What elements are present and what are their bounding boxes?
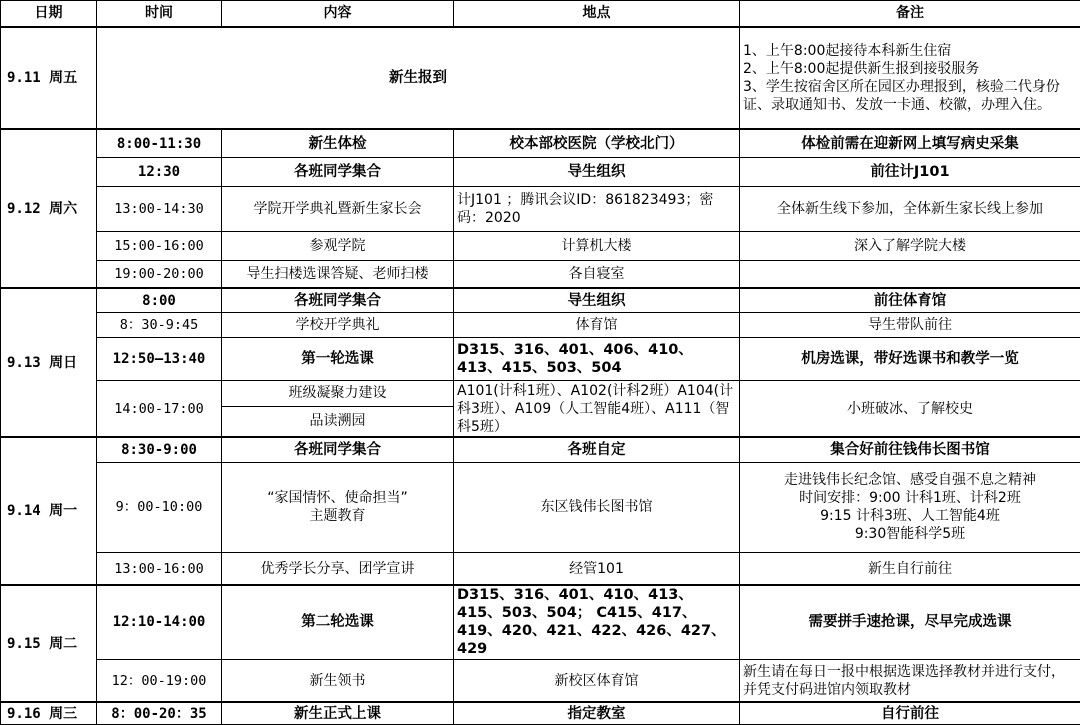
table-row <box>1 288 1080 312</box>
time-cell: 8:00-11:30 <box>97 129 222 157</box>
content-cell: 学院开学典礼暨新生家长会 <box>222 186 454 232</box>
table-row <box>1 437 1080 462</box>
note-cell: 新生自行前往 <box>740 553 1080 585</box>
date-cell: 9.16 周三 <box>1 702 97 724</box>
place-cell: 计算机大楼 <box>454 232 740 260</box>
note-cell: 深入了解学院大楼 <box>740 232 1080 260</box>
content-cell: 学校开学典礼 <box>222 313 454 337</box>
header-time: 时间 <box>97 1 222 27</box>
time-cell: 9：00-10:00 <box>97 462 222 552</box>
table-row <box>1 381 1080 406</box>
time-cell: 8：00-20：35 <box>97 702 222 724</box>
place-cell: 各班自定 <box>454 437 740 462</box>
header-date: 日期 <box>1 1 97 27</box>
table-row <box>1 462 1080 552</box>
date-cell: 9.11 周五 <box>1 27 97 129</box>
header-content: 内容 <box>222 1 454 27</box>
content-cell: “家国情怀、使命担当” 主题教育 <box>222 462 454 552</box>
note-cell: 集合好前往钱伟长图书馆 <box>740 437 1080 462</box>
header-place: 地点 <box>454 1 740 27</box>
note-cell: 导生带队前往 <box>740 313 1080 337</box>
note-cell: 走进钱伟长纪念馆、感受自强不息之精神 时间安排：9:00 计科1班、计科2班 9:15 计科3班、人工智能4班 9:30智能科学5班 <box>740 462 1080 552</box>
content-cell: 班级凝聚力建设 <box>222 381 454 406</box>
content-cell: 新生体检 <box>222 129 454 157</box>
place-cell: D315、316、401、406、410、413、415、503、504 <box>454 337 740 381</box>
time-cell: 13:00-14:30 <box>97 186 222 232</box>
date-cell: 9.13 周日 <box>1 288 97 437</box>
content-cell: 导生扫楼选课答疑、老师扫楼 <box>222 260 454 288</box>
place-cell: 导生组织 <box>454 288 740 312</box>
place-cell: 指定教室 <box>454 702 740 724</box>
time-cell: 8：30-9:45 <box>97 313 222 337</box>
time-cell: 13:00-16:00 <box>97 553 222 585</box>
time-cell: 8:00 <box>97 288 222 312</box>
date-cell: 9.12 周六 <box>1 129 97 288</box>
table-row <box>1 129 1080 157</box>
content-cell: 第二轮选课 <box>222 585 454 660</box>
note-cell: 全体新生线下参加，全体新生家长线上参加 <box>740 186 1080 232</box>
time-cell: 12:30 <box>97 158 222 186</box>
time-cell: 12:50—13:40 <box>97 337 222 381</box>
place-cell: 各自寝室 <box>454 260 740 288</box>
table-row <box>1 186 1080 232</box>
note-cell <box>740 260 1080 288</box>
table-row <box>1 337 1080 381</box>
note-cell: 新生请在每日一报中根据选课选择教材并进行支付，并凭支付码进馆内领取教材 <box>740 660 1080 703</box>
table-row <box>1 313 1080 337</box>
time-cell: 19:00-20:00 <box>97 260 222 288</box>
header-note: 备注 <box>740 1 1080 27</box>
place-cell: D315、316、401、410、413、415、503、504； C415、417、419、420、421、422、426、427、429 <box>454 585 740 660</box>
table-row <box>1 553 1080 585</box>
table-row <box>1 232 1080 260</box>
content-cell: 各班同学集合 <box>222 158 454 186</box>
time-cell: 12：00-19:00 <box>97 660 222 703</box>
note-cell: 小班破冰、了解校史 <box>740 381 1080 437</box>
content-cell: 新生报到 <box>97 27 740 129</box>
table-row <box>1 585 1080 660</box>
content-cell: 新生领书 <box>222 660 454 703</box>
note-cell: 前往体育馆 <box>740 288 1080 312</box>
place-cell: A101(计科1班）、A102(计科2班）A104(计科3班）、A109（人工智能4班）、A111（智科5班） <box>454 381 740 437</box>
content-cell: 参观学院 <box>222 232 454 260</box>
content-cell: 各班同学集合 <box>222 288 454 312</box>
table-row <box>1 702 1080 724</box>
note-cell: 需要拼手速抢课，尽早完成选课 <box>740 585 1080 660</box>
content-cell: 第一轮选课 <box>222 337 454 381</box>
time-cell: 12:10-14:00 <box>97 585 222 660</box>
content-cell: 品读溯园 <box>222 406 454 437</box>
time-cell: 8:30-9:00 <box>97 437 222 462</box>
content-cell: 优秀学长分享、团学宣讲 <box>222 553 454 585</box>
place-cell: 校本部校医院（学校北门） <box>454 129 740 157</box>
table-row <box>1 660 1080 703</box>
header-row <box>1 1 1080 27</box>
place-cell: 东区钱伟长图书馆 <box>454 462 740 552</box>
place-cell: 新校区体育馆 <box>454 660 740 703</box>
table-row <box>1 260 1080 288</box>
date-cell: 9.14 周一 <box>1 437 97 585</box>
place-cell: 导生组织 <box>454 158 740 186</box>
place-cell: 体育馆 <box>454 313 740 337</box>
content-cell: 各班同学集合 <box>222 437 454 462</box>
place-cell: 计J101 ；腾讯会议ID：861823493；密码：2020 <box>454 186 740 232</box>
note-cell: 机房选课，带好选课书和教学一览 <box>740 337 1080 381</box>
note-cell: 前往计J101 <box>740 158 1080 186</box>
date-cell: 9.15 周二 <box>1 585 97 702</box>
note-cell: 自行前往 <box>740 702 1080 724</box>
table-row <box>1 27 1080 129</box>
note-cell: 1、上午8:00起接待本科新生住宿 2、上午8:00起提供新生报到接驳服务 3、学生按宿舍区所在园区办理报到，核验二代身份证、录取通知书、发放一卡通、校徽，办理入住。 <box>740 27 1080 129</box>
place-cell: 经管101 <box>454 553 740 585</box>
table-row <box>1 158 1080 186</box>
note-cell: 体检前需在迎新网上填写病史采集 <box>740 129 1080 157</box>
content-cell: 新生正式上课 <box>222 702 454 724</box>
time-cell: 14:00-17:00 <box>97 381 222 437</box>
time-cell: 15:00-16:00 <box>97 232 222 260</box>
